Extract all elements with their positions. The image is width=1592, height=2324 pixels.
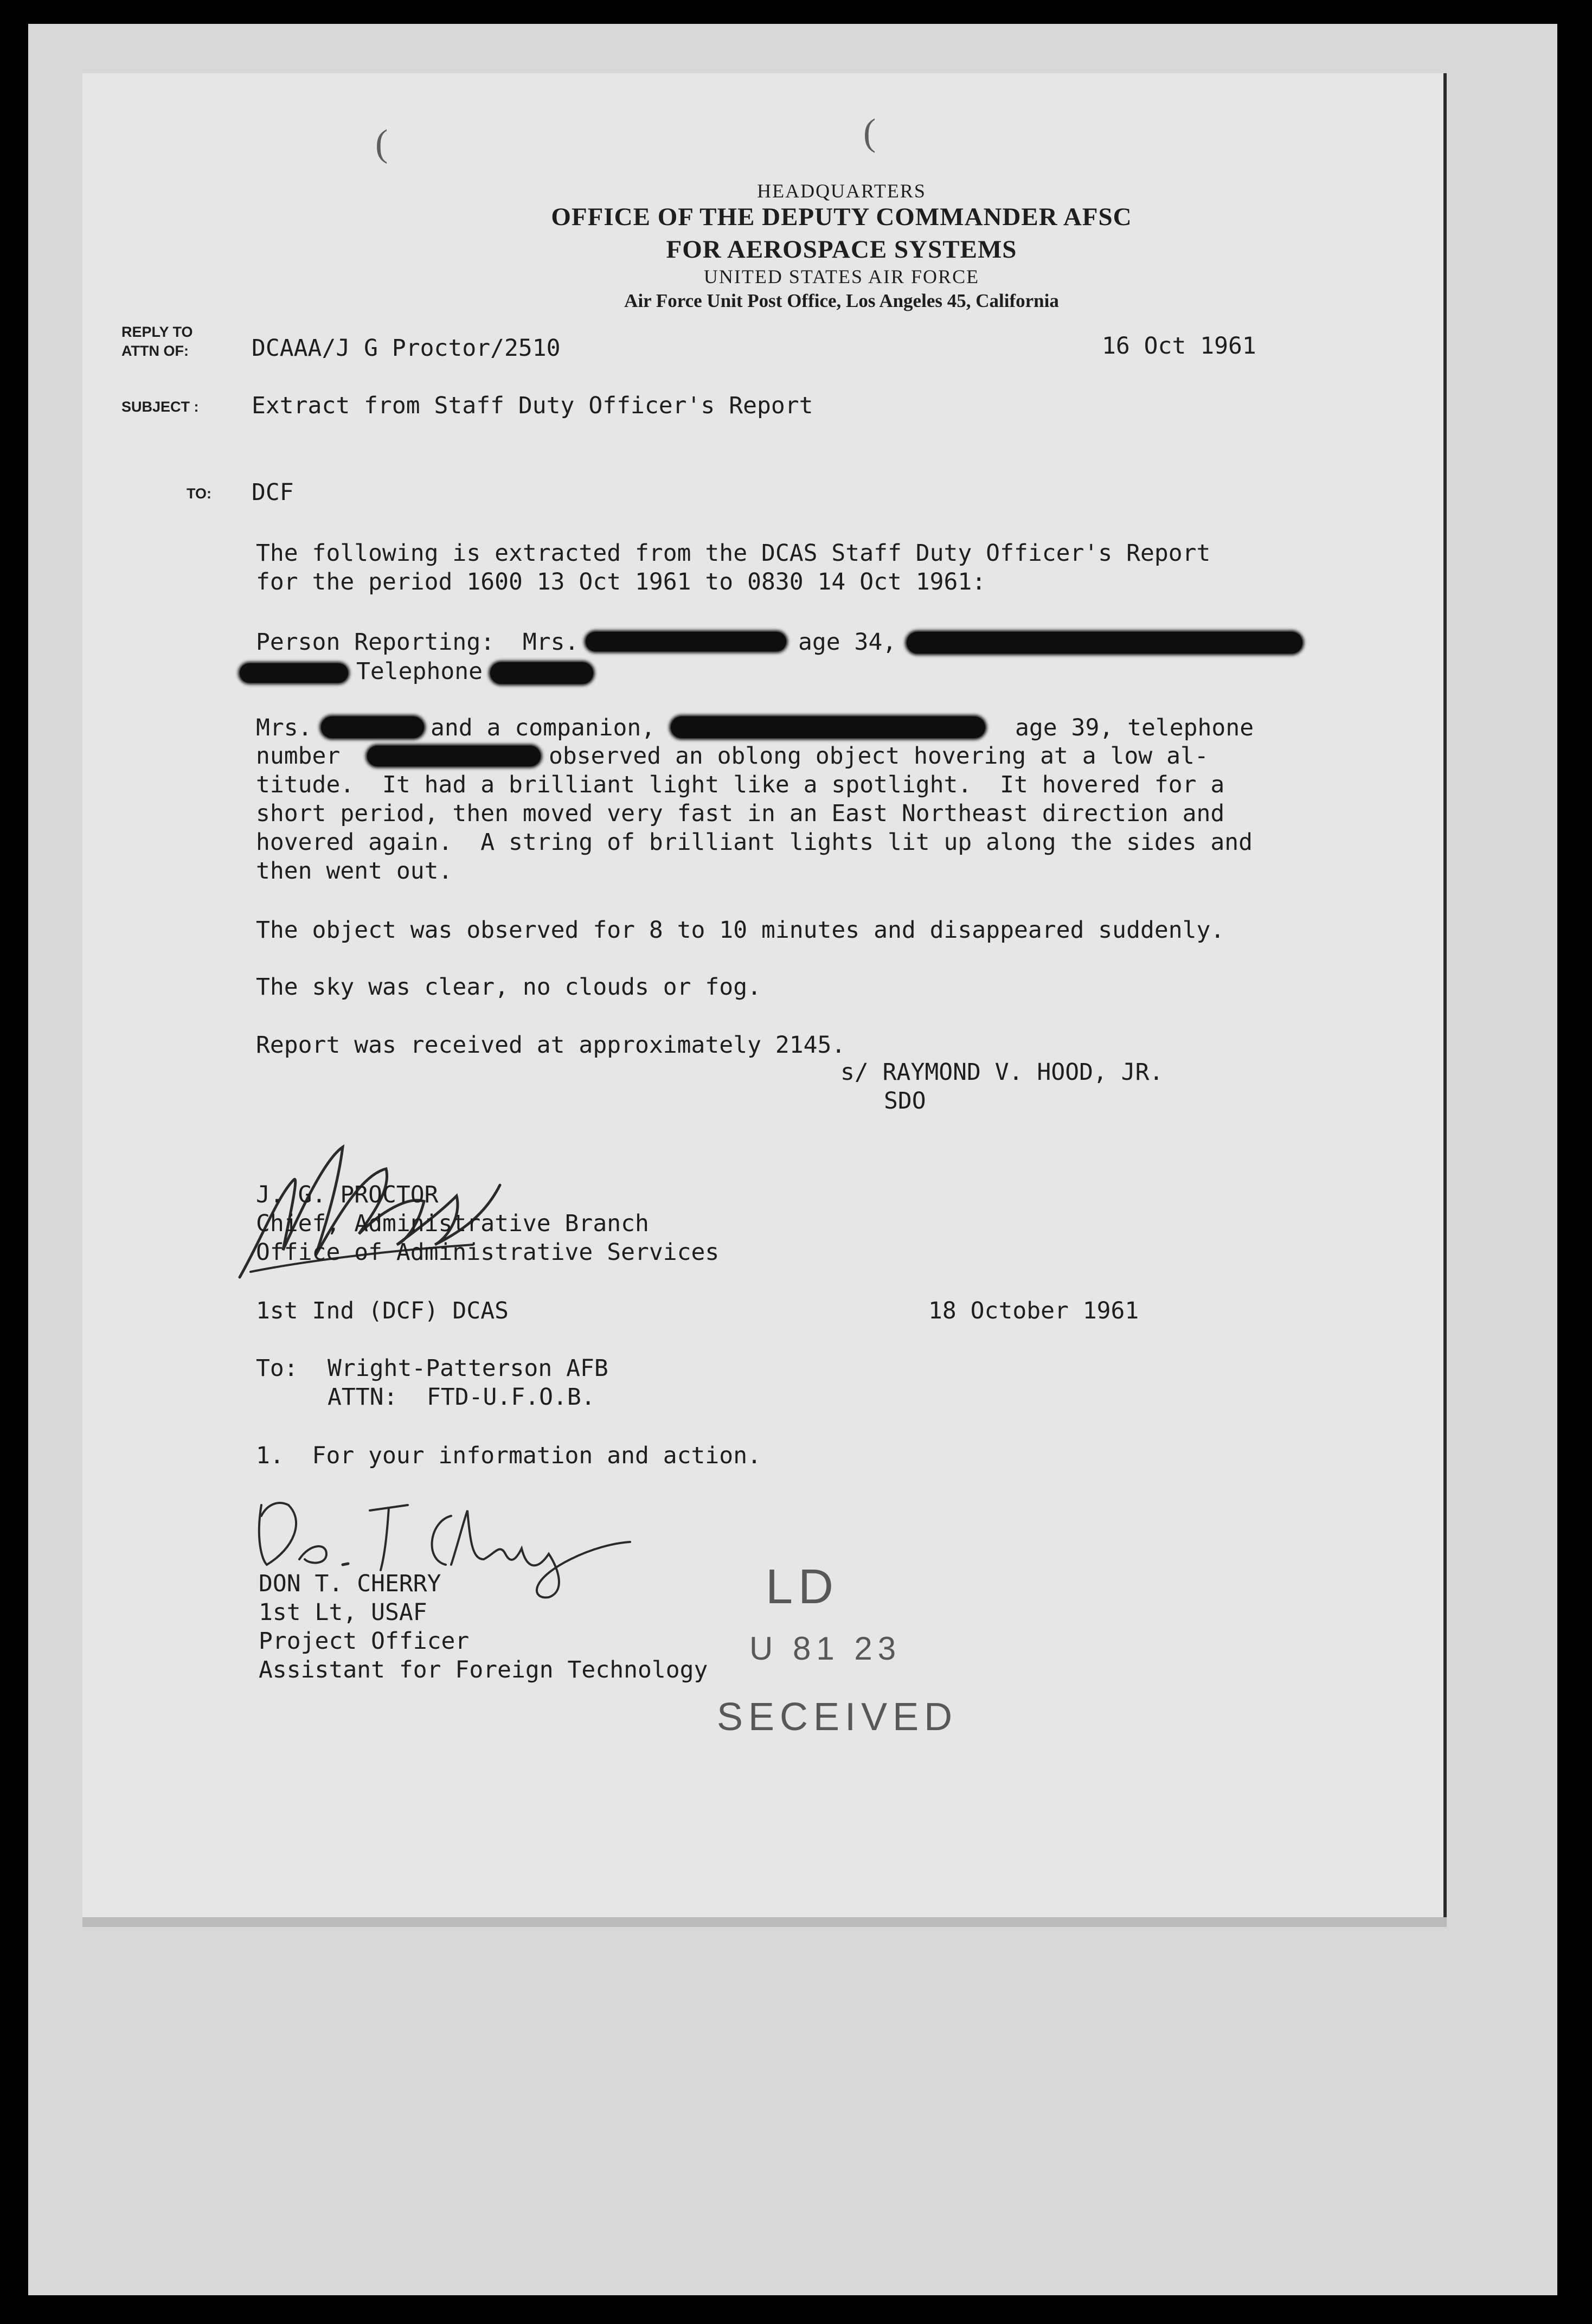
- document-page: [82, 73, 1447, 1917]
- cherry-name: DON T. CHERRY: [259, 1570, 441, 1597]
- redaction: [240, 663, 348, 683]
- letterhead-line4: UNITED STATES AIR FORCE: [703, 266, 980, 287]
- redaction: [490, 662, 593, 684]
- redaction: [367, 746, 541, 766]
- person-reporting: Person Reporting: Mrs.: [256, 629, 579, 656]
- para-line3: short period, then moved very fast in an East Northeast direction and: [256, 800, 1225, 827]
- para-number: number: [256, 742, 341, 770]
- letterhead-line2: OFFICE OF THE DEPUTY COMMANDER AFSC: [551, 203, 1132, 231]
- sky-line: The sky was clear, no clouds or fog.: [256, 974, 761, 1001]
- cherry-title1: Project Officer: [259, 1628, 470, 1655]
- para-line4: hovered again. A string of brilliant lights lit up along the sides and: [256, 829, 1253, 856]
- body-intro-line1: The following is extracted from the DCAS Staff Duty Officer's Report: [256, 540, 1211, 567]
- redaction: [907, 632, 1302, 654]
- proctor-name: J. G. PROCTOR: [256, 1181, 439, 1208]
- subject-label: SUBJECT :: [121, 399, 199, 415]
- para-line2: titude. It had a brilliant light like a spotlight. It hovered for a: [256, 771, 1225, 798]
- observed-line: The object was observed for 8 to 10 minutes and disappeared suddenly.: [256, 917, 1225, 944]
- proctor-title1: Chief, Administrative Branch: [256, 1210, 649, 1237]
- received-line: Report was received at approximately 2145.: [256, 1032, 846, 1059]
- person-telephone: Telephone: [356, 658, 483, 685]
- stamp-line2: U 81 23: [749, 1630, 902, 1667]
- to-label: TO:: [187, 485, 211, 502]
- subject-value: Extract from Staff Duty Officer's Report: [252, 392, 813, 419]
- redaction: [321, 716, 424, 738]
- indorsement-line: 1st Ind (DCF) DCAS: [256, 1297, 509, 1324]
- cherry-title2: Assistant for Foreign Technology: [259, 1656, 708, 1683]
- person-age: age 34,: [798, 629, 897, 656]
- indorsement-attn-value: FTD-U.F.O.B.: [427, 1384, 595, 1411]
- para-mrs: Mrs.: [256, 714, 312, 741]
- indorsement-item: 1. For your information and action.: [256, 1442, 761, 1469]
- para-line5: then went out.: [256, 857, 453, 885]
- letter-date: 16 Oct 1961: [1102, 332, 1256, 360]
- body-intro-line2: for the period 1600 13 Oct 1961 to 0830 14 Oct 1961:: [256, 568, 986, 596]
- stamp-line1: LD: [766, 1560, 839, 1614]
- sdo-title: SDO: [884, 1087, 926, 1115]
- stamp-line3: SECEIVED: [717, 1695, 958, 1739]
- para-line1-rest: observed an oblong object hovering at a low al-: [549, 742, 1209, 770]
- reply-label-bottom: ATTN OF:: [121, 343, 189, 359]
- sdo-name: s/ RAYMOND V. HOOD, JR.: [840, 1059, 1164, 1086]
- indorsement-attn-label: ATTN:: [328, 1384, 398, 1411]
- letterhead-line3: FOR AEROSPACE SYSTEMS: [666, 235, 1017, 264]
- to-value: DCF: [252, 479, 294, 506]
- letterhead-line5: Air Force Unit Post Office, Los Angeles 45, California: [624, 290, 1059, 311]
- indorsement-date: 18 October 1961: [928, 1297, 1139, 1324]
- letterhead-line1: HEADQUARTERS: [757, 180, 926, 202]
- proctor-title2: Office of Administrative Services: [256, 1239, 720, 1266]
- indorsement-to-label: To:: [256, 1355, 298, 1382]
- indorsement-to-value: Wright-Patterson AFB: [328, 1355, 608, 1382]
- redaction: [586, 632, 786, 651]
- cherry-rank: 1st Lt, USAF: [259, 1599, 427, 1626]
- stray-mark: (: [375, 123, 388, 164]
- stray-mark: (: [863, 112, 876, 153]
- reply-label-top: REPLY TO: [121, 324, 193, 340]
- redaction: [671, 716, 985, 738]
- para-age: age 39, telephone: [1015, 714, 1254, 741]
- para-companion: and a companion,: [431, 714, 656, 741]
- reply-value: DCAAA/J G Proctor/2510: [252, 335, 561, 362]
